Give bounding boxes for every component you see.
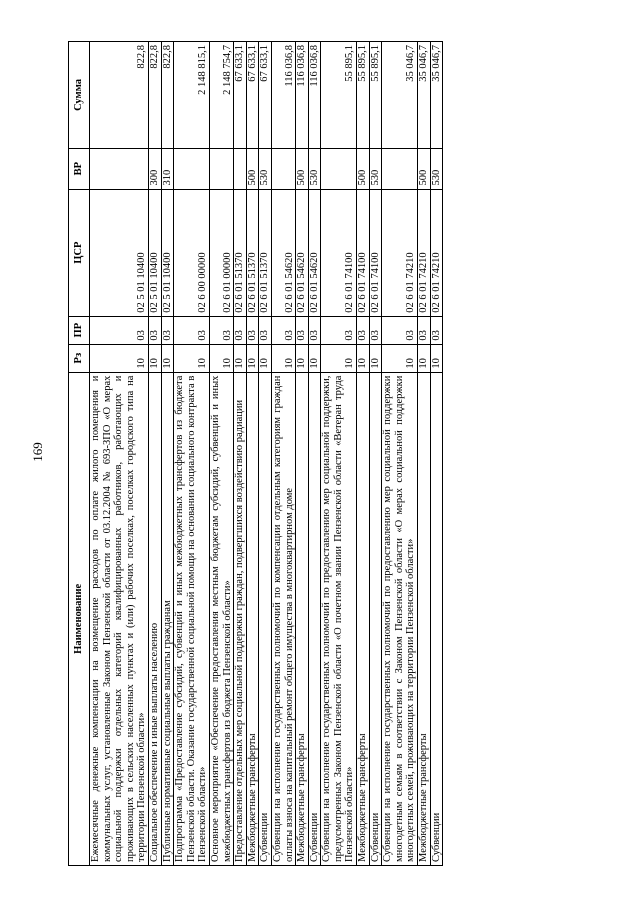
cell-vr: 530 xyxy=(369,148,382,189)
cell-name: Субвенции на исполнение государственных полномочий по предоставлению мер социальной поддержки, предусмотренных Законом Пензенской области «О почетном звании Пензенской области «Ветеран труда Пензенской области» xyxy=(321,372,357,865)
cell-sum: 822,8 xyxy=(148,42,161,149)
cell-csr: 02 6 00 00000 xyxy=(174,189,210,316)
table-row xyxy=(246,42,259,866)
cell-pr: 03 xyxy=(246,316,259,344)
cell-sum: 2 148 754,7 xyxy=(209,42,233,149)
cell-rz: 10 xyxy=(259,344,272,372)
cell-rz: 10 xyxy=(308,344,321,372)
cell-rz: 10 xyxy=(296,344,309,372)
cell-sum: 35 046,7 xyxy=(430,42,443,149)
cell-name: Ежемесячные денежные компенсации на возмещение расходов по оплате жилого помещения и коммунальных услуг, установленные Законом Пензенской области от 03.12.2004 № 693-ЗПО «О мерах социальной поддержки отдельных категорий квалифицированных работников, работающих и проживающих в сельских населенных пунктах и (или) рабочих поселках, поселках городского типа на территории Пензенской области» xyxy=(90,372,149,865)
table-row xyxy=(382,42,418,866)
table-row xyxy=(271,42,295,866)
cell-name: Социальное обеспечение и иные выплаты населению xyxy=(148,372,161,865)
cell-name: Межбюджетные трансферты xyxy=(296,372,309,865)
cell-pr: 03 xyxy=(271,316,295,344)
cell-rz: 10 xyxy=(174,344,210,372)
cell-name: Субвенции на исполнение государственных полномочий по предоставлению мер социальной поддержки многодетным семьям в соответствии с Законом Пензенской области «О мерах социальной поддержки многодетных семей, проживающих на территории Пензенской области» xyxy=(382,372,418,865)
table-row xyxy=(161,42,174,866)
cell-name: Субвенции xyxy=(430,372,443,865)
cell-rz: 10 xyxy=(209,344,233,372)
cell-rz: 10 xyxy=(321,344,357,372)
table-row xyxy=(174,42,210,866)
cell-rz: 10 xyxy=(148,344,161,372)
header-vr: ВР xyxy=(69,148,90,189)
table-row xyxy=(90,42,149,866)
cell-name: Основное мероприятие «Обеспечение предоставления местным бюджетам субсидий, субвенций и иных межбюджетных трансфертов из бюджета Пензенской области» xyxy=(209,372,233,865)
cell-name: Межбюджетные трансферты xyxy=(357,372,370,865)
cell-pr: 03 xyxy=(357,316,370,344)
cell-csr: 02 6 01 00000 xyxy=(209,189,233,316)
cell-vr xyxy=(174,148,210,189)
table-row xyxy=(357,42,370,866)
cell-csr: 02 6 01 74210 xyxy=(418,189,431,316)
cell-csr: 02 6 01 51370 xyxy=(259,189,272,316)
cell-pr: 03 xyxy=(418,316,431,344)
table-row xyxy=(148,42,161,866)
cell-pr: 03 xyxy=(369,316,382,344)
cell-vr xyxy=(90,148,149,189)
cell-pr: 03 xyxy=(161,316,174,344)
cell-pr: 03 xyxy=(430,316,443,344)
cell-vr xyxy=(209,148,233,189)
table-header-row xyxy=(69,42,90,866)
cell-csr: 02 6 01 74100 xyxy=(357,189,370,316)
cell-sum: 55 895,1 xyxy=(321,42,357,149)
cell-pr: 03 xyxy=(209,316,233,344)
cell-pr: 03 xyxy=(234,316,247,344)
budget-table xyxy=(68,41,443,866)
page-number: 169 xyxy=(30,442,45,462)
table-row xyxy=(234,42,247,866)
cell-vr xyxy=(271,148,295,189)
header-pr: ПР xyxy=(69,316,90,344)
cell-rz: 10 xyxy=(161,344,174,372)
cell-name: Субвенции xyxy=(308,372,321,865)
table-body xyxy=(90,42,443,866)
cell-pr: 03 xyxy=(296,316,309,344)
cell-sum: 116 036,8 xyxy=(308,42,321,149)
cell-rz: 10 xyxy=(357,344,370,372)
cell-csr: 02 6 01 51370 xyxy=(246,189,259,316)
cell-vr xyxy=(382,148,418,189)
cell-name: Публичные нормативные социальные выплаты гражданам xyxy=(161,372,174,865)
cell-sum: 55 895,1 xyxy=(357,42,370,149)
cell-vr: 300 xyxy=(148,148,161,189)
cell-vr: 530 xyxy=(259,148,272,189)
cell-vr: 500 xyxy=(246,148,259,189)
header-sum: Сумма xyxy=(69,42,90,149)
cell-sum: 116 036,8 xyxy=(271,42,295,149)
cell-vr: 530 xyxy=(430,148,443,189)
header-name: Наименование xyxy=(69,372,90,865)
cell-csr: 02 6 01 54620 xyxy=(308,189,321,316)
table-row xyxy=(418,42,431,866)
cell-vr: 500 xyxy=(357,148,370,189)
cell-name: Субвенции на исполнение государственных полномочий по компенсации отдельным категориям граждан оплаты взноса на капитальный ремонт общего имущества в многоквартирном доме xyxy=(271,372,295,865)
cell-sum: 35 046,7 xyxy=(418,42,431,149)
cell-pr: 03 xyxy=(382,316,418,344)
cell-pr: 03 xyxy=(174,316,210,344)
rotated-table-wrapper xyxy=(68,41,578,866)
cell-pr: 03 xyxy=(90,316,149,344)
cell-csr: 02 6 01 51370 xyxy=(234,189,247,316)
cell-pr: 03 xyxy=(259,316,272,344)
cell-csr: 02 6 01 74100 xyxy=(369,189,382,316)
cell-csr: 02 6 01 74100 xyxy=(321,189,357,316)
cell-name: Межбюджетные трансферты xyxy=(418,372,431,865)
cell-name: Предоставление отдельных мер социальной поддержки граждан, подвергшихся воздействию радиации xyxy=(234,372,247,865)
cell-rz: 10 xyxy=(271,344,295,372)
cell-rz: 10 xyxy=(234,344,247,372)
cell-sum: 67 633,1 xyxy=(246,42,259,149)
cell-csr: 02 6 01 54620 xyxy=(271,189,295,316)
cell-rz: 10 xyxy=(418,344,431,372)
cell-sum: 35 046,7 xyxy=(382,42,418,149)
cell-sum: 2 148 815,1 xyxy=(174,42,210,149)
cell-vr: 500 xyxy=(418,148,431,189)
cell-pr: 03 xyxy=(321,316,357,344)
cell-sum: 822,8 xyxy=(90,42,149,149)
cell-rz: 10 xyxy=(90,344,149,372)
cell-rz: 10 xyxy=(246,344,259,372)
cell-vr xyxy=(321,148,357,189)
cell-sum: 822,8 xyxy=(161,42,174,149)
cell-pr: 03 xyxy=(148,316,161,344)
cell-csr: 02 6 01 74210 xyxy=(382,189,418,316)
cell-vr: 310 xyxy=(161,148,174,189)
cell-name: Подпрограмма «Предоставление субсидий, субвенций и иных межбюджетных трансфертов из бюджета Пензенской области. Оказание государственной социальной помощи на основании социального контракта в Пензенской области» xyxy=(174,372,210,865)
cell-pr: 03 xyxy=(308,316,321,344)
table-row xyxy=(209,42,233,866)
table-row xyxy=(308,42,321,866)
cell-csr: 02 5 01 10400 xyxy=(161,189,174,316)
table-row xyxy=(259,42,272,866)
cell-sum: 55 895,1 xyxy=(369,42,382,149)
cell-csr: 02 5 01 10400 xyxy=(148,189,161,316)
cell-csr: 02 6 01 54620 xyxy=(296,189,309,316)
cell-vr: 530 xyxy=(308,148,321,189)
cell-sum: 67 633,1 xyxy=(259,42,272,149)
cell-vr xyxy=(234,148,247,189)
header-rz: Рз xyxy=(69,344,90,372)
cell-name: Межбюджетные трансферты xyxy=(246,372,259,865)
cell-sum: 116 036,8 xyxy=(296,42,309,149)
table-row xyxy=(321,42,357,866)
cell-name: Субвенции xyxy=(369,372,382,865)
table-row xyxy=(430,42,443,866)
cell-rz: 10 xyxy=(382,344,418,372)
table-row xyxy=(296,42,309,866)
cell-vr: 500 xyxy=(296,148,309,189)
cell-sum: 67 633,1 xyxy=(234,42,247,149)
cell-rz: 10 xyxy=(369,344,382,372)
cell-csr: 02 6 01 74210 xyxy=(430,189,443,316)
cell-rz: 10 xyxy=(430,344,443,372)
header-csr: ЦСР xyxy=(69,189,90,316)
cell-csr: 02 5 01 10400 xyxy=(90,189,149,316)
cell-name: Субвенции xyxy=(259,372,272,865)
table-row xyxy=(369,42,382,866)
